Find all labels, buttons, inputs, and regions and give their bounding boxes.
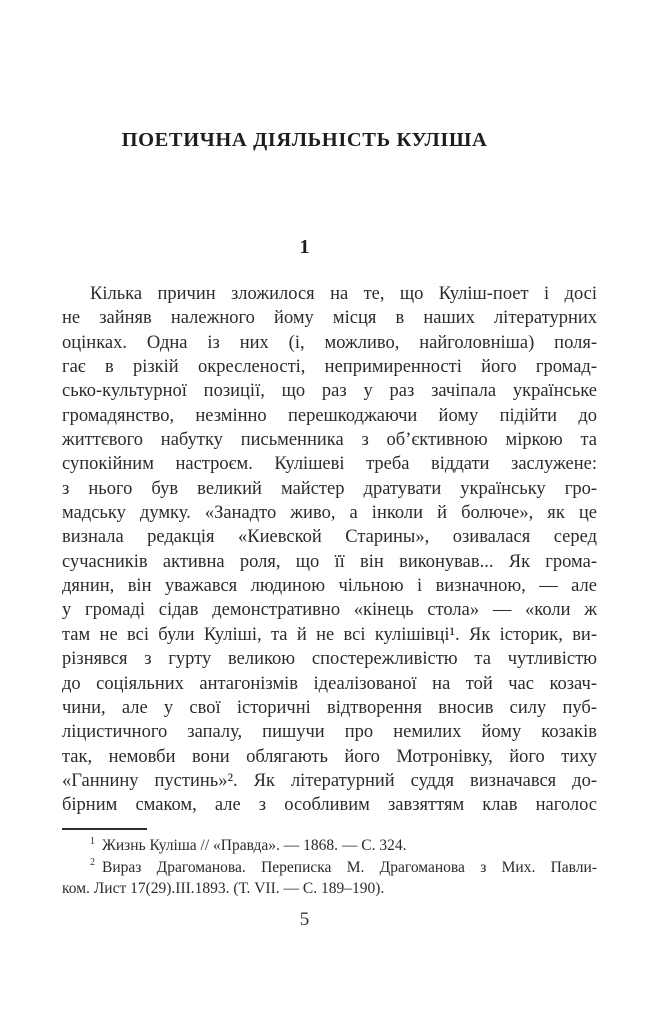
text-line: визнала редакція «Киевской Старины», озивалася серед — [62, 527, 597, 548]
chapter-title: ПОЕТИЧНА ДІЯЛЬНІСТЬ КУЛІША — [121, 129, 488, 151]
footnote-2-line-2: ком. Лист 17(29).III.1893. (Т. VII. — С. 189–190). — [62, 880, 385, 897]
text-line: супокійним настроєм. Кулішеві треба віддати заслужене: — [62, 454, 597, 475]
text-line: сько-культурної позиції, що раз у раз зачіпала українське — [62, 381, 597, 402]
text-line: бірним смаком, але з особливим завзяттям клав наголос — [62, 795, 597, 816]
footnote-1 — [62, 835, 597, 857]
text-line: оцінках. Одна із них (і, можливо, найголовніша) поля- — [62, 332, 597, 353]
body-paragraph — [62, 282, 597, 818]
footnote-2-line-1 — [62, 857, 597, 879]
text-line: сучасників активна роля, що її він виконував... Як грома- — [62, 551, 597, 572]
footnotes-section — [62, 828, 597, 900]
footnote-1-marker: 1 — [90, 835, 95, 847]
text-line: мадську думку. «Занадто живо, а інколи й болюче», як це — [62, 503, 597, 524]
text-line: там не всі були Куліші, та й не всі кулішівці¹. Як історик, ви- — [62, 624, 597, 645]
text-line: дянин, він уважався людиною чільною і визначною, — але — [62, 576, 597, 597]
text-line: до соціяльних антагонізмів ідеалізованої на той час козач- — [62, 673, 597, 694]
text-line: з нього був великий майстер дратувати українську гро- — [62, 478, 597, 499]
section-number: 1 — [299, 236, 310, 258]
text-line: «Ганнину пустинь»². Як літературний суддя визначався до- — [62, 770, 597, 791]
text-line: у громаді сідав демонстративно «кінець стола» — «коли ж — [62, 600, 597, 621]
text-line: так, немовби вони облягають його Мотронівку, його тиху — [62, 746, 597, 767]
page-number: 5 — [299, 909, 310, 930]
text-line: Кілька причин зложилося на те, що Куліш-поет і досі — [90, 284, 597, 304]
text-line: не зайняв належного йому місця в наших літературних — [62, 308, 597, 329]
text-line: гає в різкій окресленості, непримиренності його громад- — [62, 357, 597, 378]
footnote-divider — [62, 828, 147, 830]
footnote-1-text: Жизнь Куліша // «Правда». — 1868. — С. 324. — [102, 837, 407, 854]
text-line: ліцистичного запалу, пишучи про немилих йому козаків — [62, 722, 597, 743]
text-line: життєвого набутку письменника з об’єктивною міркою та — [62, 430, 597, 451]
text-line: різнявся з гурту великою спостережливістю та чутливістю — [62, 649, 597, 670]
footnote-2-marker: 2 — [90, 857, 95, 869]
text-line: громадянство, незмінно перешкоджаючи йому підійти до — [62, 405, 597, 426]
text-line: чини, але у свої історичні відтворення вносив силу пуб- — [62, 697, 597, 718]
footnote-2-text-line-1: Вираз Драгоманова. Переписка М. Драгоманова з Мих. Павли- — [102, 858, 597, 876]
